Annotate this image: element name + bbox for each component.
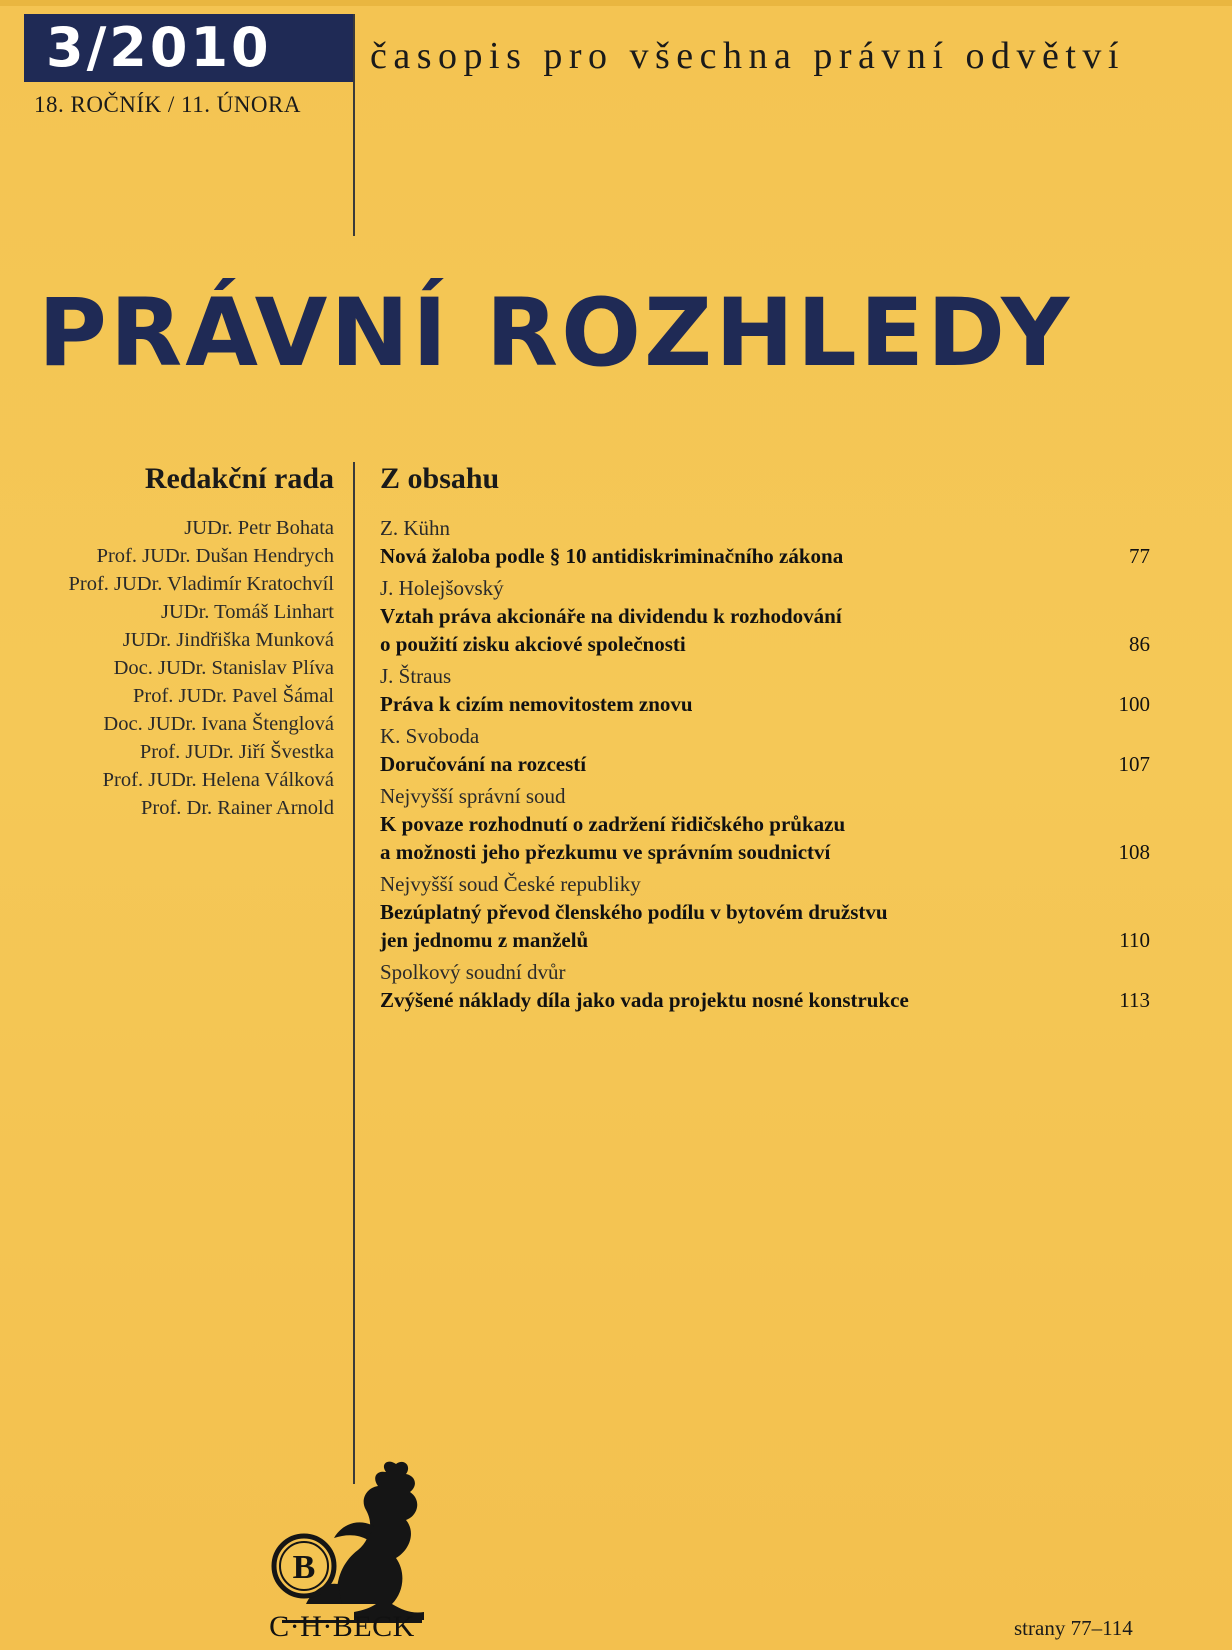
toc-entry	[380, 870, 1150, 954]
toc-article-title: a možnosti jeho přezkumu ve správním soudnictví	[380, 840, 831, 864]
board-member: Prof. JUDr. Vladimír Kratochvíl	[68, 573, 334, 595]
toc-article-title: Práva k cizím nemovitostem znovu	[380, 692, 693, 716]
toc-author: K. Svoboda	[380, 724, 480, 748]
toc-article-title: K povaze rozhodnutí o zadržení řidičského průkazu	[380, 812, 846, 836]
toc-page-number: 100	[1118, 692, 1150, 716]
table-of-contents	[380, 462, 1150, 1018]
toc-entry	[380, 514, 1150, 570]
toc-entry	[380, 722, 1150, 778]
board-member: Doc. JUDr. Ivana Štenglová	[103, 713, 334, 735]
vertical-divider-top	[353, 14, 355, 236]
toc-article-title: jen jednomu z manželů	[380, 928, 589, 952]
board-member: JUDr. Petr Bohata	[184, 517, 334, 539]
toc-page-number: 113	[1119, 988, 1150, 1012]
toc-entry	[380, 574, 1150, 658]
board-member: Prof. Dr. Rainer Arnold	[140, 797, 334, 819]
issue-number: 3/2010	[24, 14, 354, 82]
editorial-board-list	[20, 514, 334, 822]
toc-page-number: 107	[1118, 752, 1150, 776]
toc-article-title: Bezúplatný převod členského podílu v bytovém družstvu	[380, 900, 888, 924]
toc-article-title: Doručování na rozcestí	[380, 752, 587, 776]
toc-author: Spolkový soudní dvůr	[380, 960, 566, 984]
board-member: JUDr. Tomáš Linhart	[161, 601, 334, 623]
board-member: Doc. JUDr. Stanislav Plíva	[113, 657, 334, 679]
toc-author: Z. Kühn	[380, 516, 450, 540]
toc-author: Nejvyšší správní soud	[380, 784, 566, 808]
board-member: Prof. JUDr. Jiří Švestka	[139, 741, 334, 763]
board-member: Prof. JUDr. Pavel Šámal	[133, 685, 334, 707]
toc-article-title: Zvýšené náklady díla jako vada projektu nosné konstrukce	[380, 988, 909, 1012]
tagline: časopis pro všechna právní odvětví	[370, 35, 1125, 77]
board-member: Prof. JUDr. Dušan Hendrych	[96, 545, 334, 567]
page-range: strany 77–114	[1014, 1616, 1133, 1640]
toc-author: J. Holejšovský	[380, 576, 504, 600]
publisher-name: C·H·BECK	[269, 1610, 415, 1643]
toc-article-title: Vztah práva akcionáře na dividendu k rozhodování	[380, 604, 842, 628]
toc-title: Z obsahu	[380, 462, 500, 495]
toc-entry	[380, 782, 1150, 866]
vertical-divider-middle	[353, 462, 355, 1484]
toc-entry	[380, 958, 1150, 1014]
toc-page-number: 108	[1118, 840, 1150, 864]
board-member: Prof. JUDr. Helena Válková	[102, 769, 334, 791]
top-edge	[0, 0, 1232, 6]
toc-entry	[380, 662, 1150, 718]
volume-date: 18. ROČNÍK / 11. ÚNORA	[34, 92, 301, 117]
logo-letter: B	[292, 1549, 316, 1586]
toc-author: J. Štraus	[380, 664, 452, 688]
toc-page-number: 77	[1129, 544, 1150, 568]
editorial-board-title: Redakční rada	[144, 462, 334, 495]
board-member: JUDr. Jindřiška Munková	[122, 629, 334, 651]
toc-article-title: Nová žaloba podle § 10 antidiskriminačního zákona	[380, 544, 844, 568]
toc-page-number: 86	[1129, 632, 1150, 656]
journal-title: PRÁVNÍ ROZHLEDY	[38, 279, 1073, 388]
toc-article-title: o použití zisku akciové společnosti	[380, 632, 686, 656]
editorial-board	[20, 462, 334, 822]
toc-author: Nejvyšší soud České republiky	[380, 872, 641, 896]
toc-page-number: 110	[1119, 928, 1150, 952]
